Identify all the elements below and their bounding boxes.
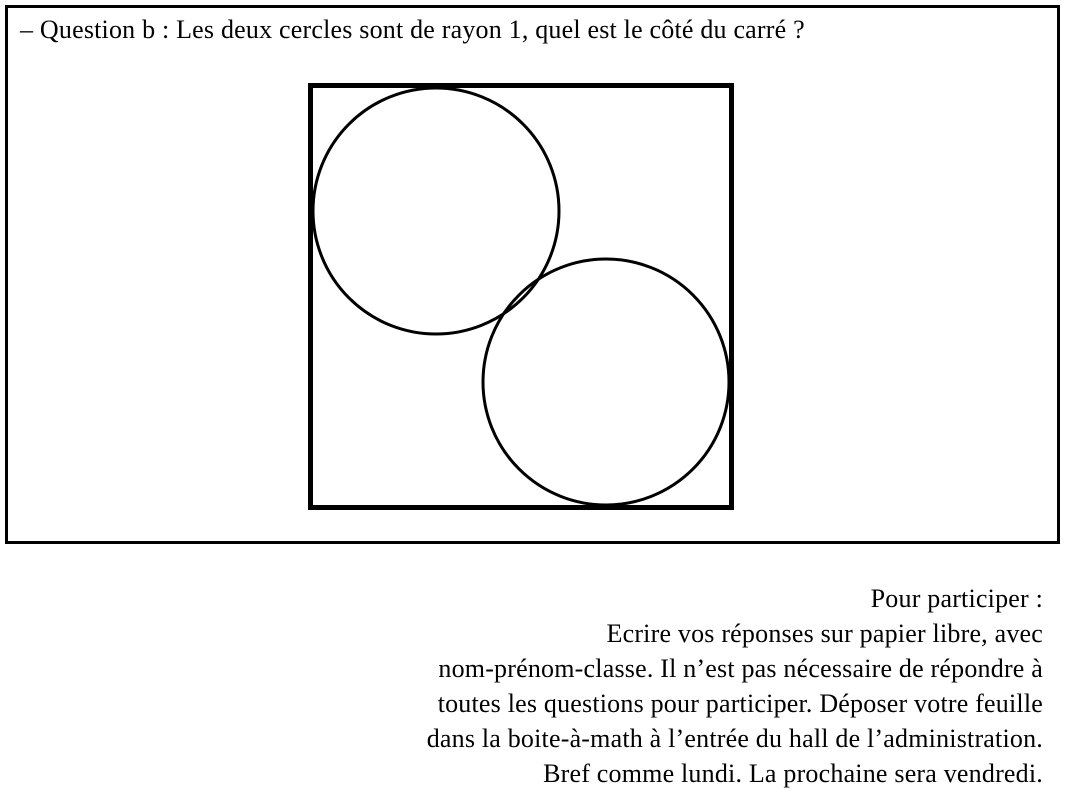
footer-line: Pour participer : bbox=[870, 584, 1043, 613]
circle-bottom-right bbox=[483, 259, 729, 505]
footer-line: dans la boite-à-math à l’entrée du hall de l’administration. bbox=[426, 724, 1043, 753]
footer-line: Bref comme lundi. La prochaine sera vendredi. bbox=[543, 759, 1043, 788]
square-shape bbox=[311, 86, 732, 508]
footer-text bbox=[27, 581, 1043, 791]
question-text: – Question b : Les deux cercles sont de rayon 1, quel est le côté du carré ? bbox=[20, 15, 805, 44]
footer-line: toutes les questions pour participer. Déposer votre feuille bbox=[437, 689, 1043, 718]
circle-top-left bbox=[313, 88, 559, 334]
geometry-figure bbox=[308, 83, 734, 510]
footer-line: nom-prénom-classe. Il n’est pas nécessaire de répondre à bbox=[438, 654, 1043, 683]
footer-line: Ecrire vos réponses sur papier libre, avec bbox=[606, 619, 1043, 648]
question-box bbox=[5, 5, 1060, 544]
figure-container bbox=[308, 83, 734, 510]
